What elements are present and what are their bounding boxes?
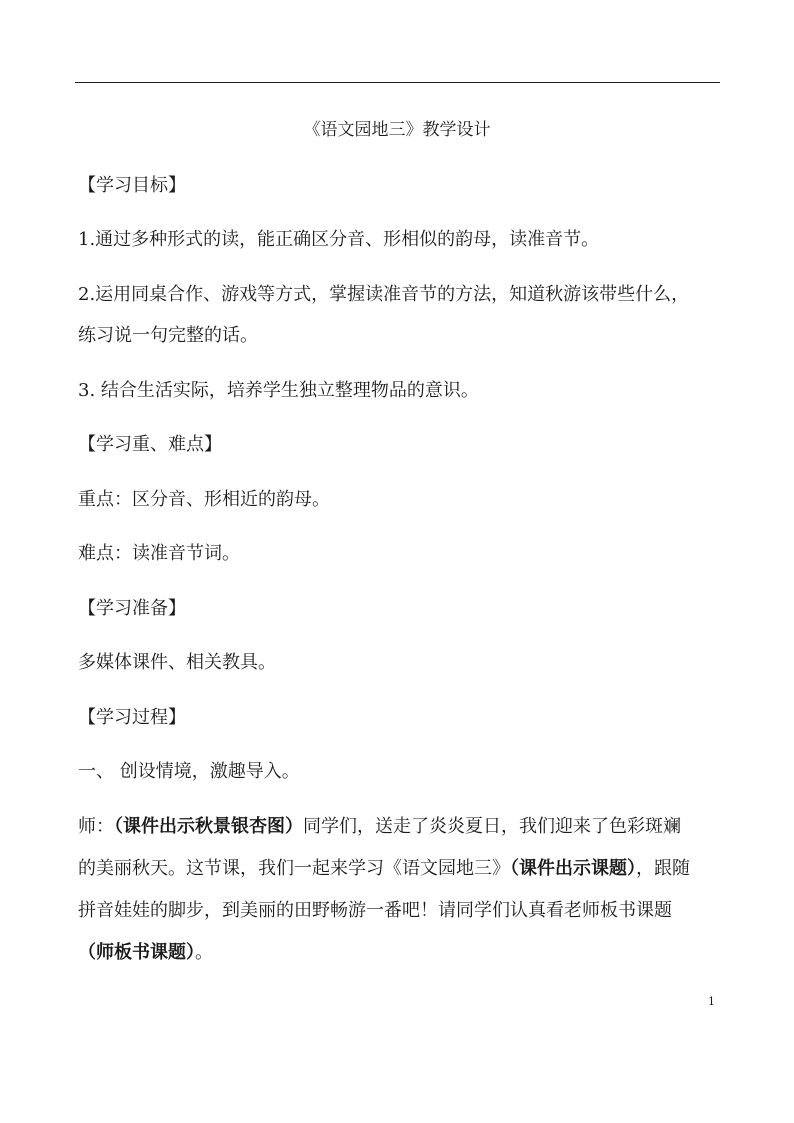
goal-1: 1.通过多种形式的读，能正确区分音、形相似的韵母，读准音节。 [78,229,600,250]
goal-3: 3. 结合生活实际，培养学生独立整理物品的意识。 [78,380,479,401]
courseware-note-2: （课件出示课题） [510,858,636,879]
key-points-heading: 【学习重、难点】 [78,434,222,455]
goal-2-line-2: 练习说一句完整的话。 [78,325,258,346]
board-note: （师板书课题） [78,942,195,963]
teacher-text-3: ，跟随 [636,858,690,879]
speaker-label: 师： [78,816,114,837]
prep-heading: 【学习准备】 [78,598,186,619]
teacher-text-4: 。 [195,942,213,963]
teacher-paragraph-line-3: 拼音娃娃的脚步，到美丽的田野畅游一番吧！请同学们认真看老师板书课题 [78,900,672,921]
teacher-paragraph-line-4 [78,940,213,966]
process-heading: 【学习过程】 [78,707,186,728]
goals-heading: 【学习目标】 [78,175,186,196]
prep-text: 多媒体课件、相关教具。 [78,652,276,673]
teacher-paragraph-line-2 [78,856,690,882]
document-title: 《语文园地三》教学设计 [303,120,491,140]
teacher-text-1: 同学们，送走了炎炎夏日，我们迎来了色彩斑斓 [303,816,681,837]
page-number: 1 [708,995,715,1008]
courseware-note-1: （课件出示秋景银杏图） [114,816,303,837]
teacher-text-2: 的美丽秋天。这节课，我们一起来学习《语文园地三》 [78,858,510,879]
teacher-paragraph-line-1 [78,814,681,840]
goal-2-line-1: 2.运用同桌合作、游戏等方式，掌握读准音节的方法，知道秋游该带些什么， [78,284,690,305]
header-rule [75,82,720,83]
difficulty: 难点：读准音节词。 [78,543,240,564]
key-point: 重点：区分音、形相近的韵母。 [78,489,330,510]
step-1: 一、 创设情境，激趣导入。 [78,761,300,782]
